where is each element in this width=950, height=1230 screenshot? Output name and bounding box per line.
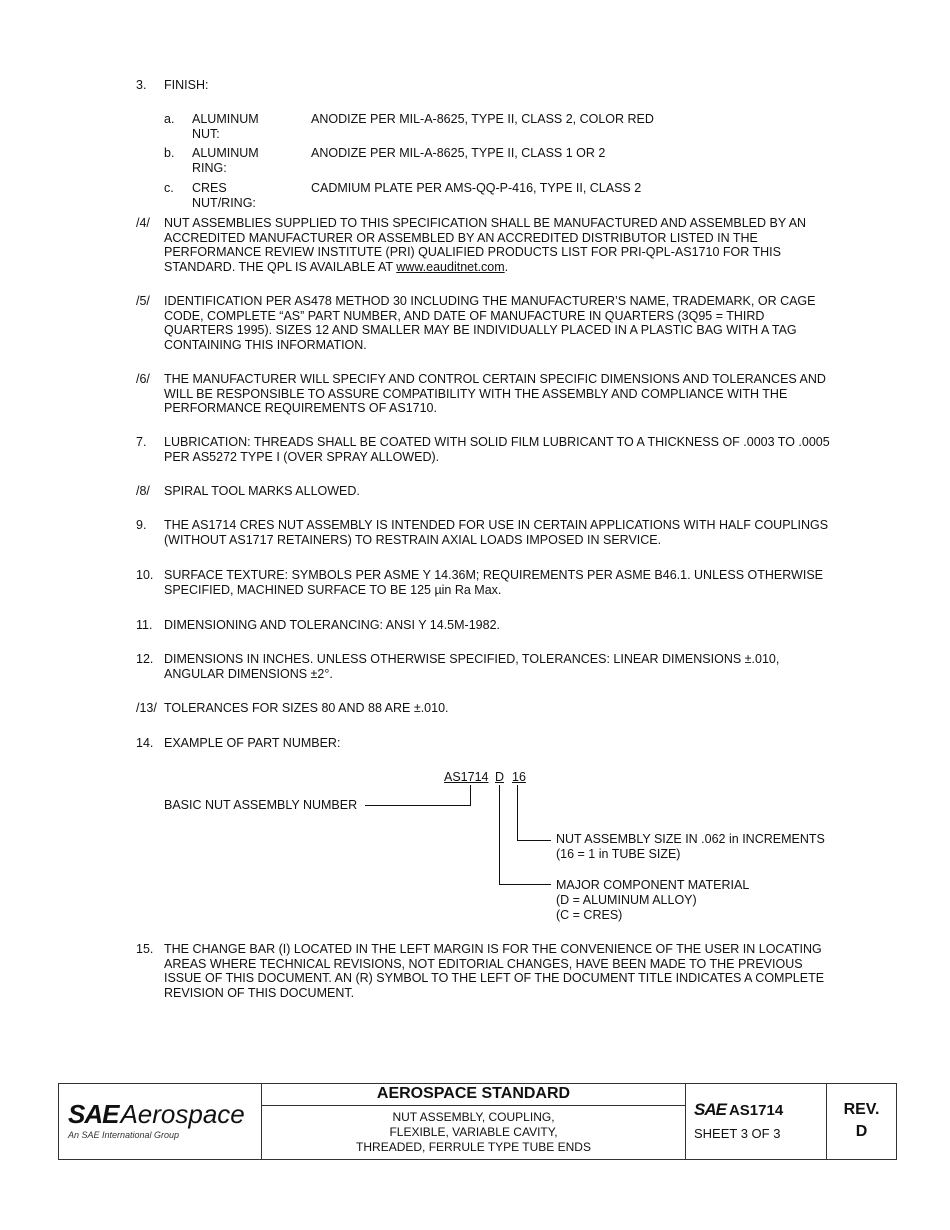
note-text: FINISH: [164,78,209,92]
title-heading-divider [261,1105,685,1106]
note-15 [136,942,836,1000]
note-text: DIMENSIONS IN INCHES. UNLESS OTHERWISE SPECIFIED, TOLERANCES: LINEAR DIMENSIONS ±.010, ANGULAR DIMENSIONS ±2°. [164,652,780,681]
note-5 [136,294,836,352]
logo-aerospace-text: Aerospace [120,1099,245,1129]
note-number: 15. [136,942,154,956]
note-text [164,216,836,274]
sae-aerospace-logo [68,1099,245,1130]
note-10 [136,568,836,597]
note-number: 7. [136,435,147,449]
item-value: ANODIZE PER MIL-A-8625, TYPE II, CLASS 2, COLOR RED [311,112,654,126]
note-text: IDENTIFICATION PER AS478 METHOD 30 INCLUDING THE MANUFACTURER’S NAME, TRADEMARK, OR CAGE CODE, COMPLETE “AS” PART NUMBER, AND DATE OF MANUFACTURE IN QUARTERS (3Q95 = THIRD QUARTERS 1995). SIZES 12 AND SMALLER MAY BE INDIVIDUALLY PLACED IN A PLASTIC BAG WITH A TAG CONTAINING THIS INFORMATION. [164,294,816,352]
item-letter: c. [164,181,174,195]
item-label: CRES NUT/RING: [192,181,256,210]
leader-line-material-h [499,884,551,885]
item-value: ANODIZE PER MIL-A-8625, TYPE II, CLASS 1 OR 2 [311,146,606,160]
item-letter: a. [164,112,175,126]
note-text: SPIRAL TOOL MARKS ALLOWED. [164,484,360,498]
leader-line-basic-v [470,785,471,806]
note-4 [136,216,836,274]
item-letter: b. [164,146,175,160]
sheet-number: SHEET 3 OF 3 [694,1126,781,1141]
material-label-1: MAJOR COMPONENT MATERIAL [556,878,750,892]
note-text: SURFACE TEXTURE: SYMBOLS PER ASME Y 14.36M; REQUIREMENTS PER ASME B46.1. UNLESS OTHERWISE SPECIFIED, MACHINED SURFACE TO BE 125 µin Ra Max. [164,568,823,597]
part-base-code: AS1714 [444,770,489,784]
note-text: LUBRICATION: THREADS SHALL BE COATED WITH SOLID FILM LUBRICANT TO A THICKNESS OF .0003 TO .0005 PER AS5272 TYPE I (OVER SPRAY ALLOWED). [164,435,830,464]
note-number: /6/ [136,372,150,386]
note-9 [136,518,836,547]
note-number: 11. [136,618,153,632]
leader-line-basic-h [365,805,471,806]
item-label: ALUMINUM NUT: [192,112,259,141]
item-label: ALUMINUM RING: [192,146,259,175]
qpl-link[interactable]: www.eauditnet.com [396,259,505,274]
note-text: THE CHANGE BAR (I) LOCATED IN THE LEFT MARGIN IS FOR THE CONVENIENCE OF THE USER IN LOCATING AREAS WHERE TECHNICAL REVISIONS, NOT EDITORIAL CHANGES, HAVE BEEN MADE TO THE PREVIOUS ISSUE OF THIS DOCUMENT. AN (R) SYMBOL TO THE LEFT OF THE DOCUMENT TITLE INDICATES A COMPLETE REVISION OF THIS DOCUMENT. [164,942,825,1000]
title-line-1: NUT ASSEMBLY, COUPLING, [392,1110,555,1124]
note-7 [136,435,836,464]
note-text: THE AS1714 CRES NUT ASSEMBLY IS INTENDED FOR USE IN CERTAIN APPLICATIONS WITH HALF COUPLINGS (WITHOUT AS1717 RETAINERS) TO RESTRAIN AXIAL LOADS IMPOSED IN SERVICE. [164,518,829,547]
note-number: 10. [136,568,154,582]
note-number: /8/ [136,484,150,498]
material-label-2: (D = ALUMINUM ALLOY) [556,893,697,907]
note-14 [136,736,836,751]
title-block-divider-3 [826,1083,827,1160]
part-size-code: 16 [512,770,526,784]
note-text: TOLERANCES FOR SIZES 80 AND 88 ARE ±.010. [164,701,449,715]
note-text: DIMENSIONING AND TOLERANCING: ANSI Y 14.5M-1982. [164,618,500,632]
note-number: /4/ [136,216,150,230]
note-text-tail: . [504,259,509,274]
doc-number-text: AS1714 [728,1102,784,1119]
note-13 [136,701,836,716]
note-text: THE MANUFACTURER WILL SPECIFY AND CONTROL CERTAIN SPECIFIC DIMENSIONS AND TOLERANCES AND WILL BE RESPONSIBLE TO ASSURE COMPATIBILITY WITH THE ASSEMBLY AND COMPLIANCE WITH THE PERFORMANCE REQUIREMENTS OF AS1710. [164,372,826,416]
part-material-code: D [495,770,505,784]
note-12 [136,652,836,681]
note-3 [136,78,836,93]
note-number: 12. [136,652,154,666]
note-8 [136,484,836,499]
doc-sae-mark: SAE [694,1100,726,1119]
document-number [694,1100,783,1120]
note-number: /5/ [136,294,150,308]
note-number: 9. [136,518,147,532]
note-11 [136,618,836,633]
note-number: 14. [136,736,154,750]
size-label-2: (16 = 1 in TUBE SIZE) [556,847,681,861]
basic-number-label: BASIC NUT ASSEMBLY NUMBER [164,798,358,812]
note-number: 3. [136,78,147,92]
note-text-main: NUT ASSEMBLIES SUPPLIED TO THIS SPECIFICATION SHALL BE MANUFACTURED AND ASSEMBLED BY AN ACCREDITED MANUFACTURER OR ASSEMBLED BY AN ACCREDITED DISTRIBUTOR LISTED IN THE PERFORMANCE REVIEW INSTITUTE (PRI) QUALIFIED PRODUCTS LIST FOR PRI-QPL-AS1710 FOR THIS STANDARD. THE QPL IS AVAILABLE AT [164,216,807,274]
material-label-3: (C = CRES) [556,908,623,922]
rev-value: D [855,1123,868,1140]
leader-line-size-h [517,840,551,841]
size-label-1: NUT ASSEMBLY SIZE IN .062 in INCREMENTS [556,832,825,846]
note-text: EXAMPLE OF PART NUMBER: [164,736,341,750]
logo-tagline: An SAE International Group [68,1130,180,1140]
logo-sae-mark: SAE [68,1099,119,1129]
title-block-divider-2 [685,1083,686,1160]
title-line-3: THREADED, FERRULE TYPE TUBE ENDS [356,1140,591,1154]
title-heading: AEROSPACE STANDARD [376,1085,571,1102]
leader-line-size-v [517,785,518,841]
leader-line-material-v [499,785,500,885]
title-line-2: FLEXIBLE, VARIABLE CAVITY, [389,1125,558,1139]
note-6 [136,372,836,416]
item-value: CADMIUM PLATE PER AMS-QQ-P-416, TYPE II, CLASS 2 [311,181,642,195]
rev-label: REV. [843,1101,880,1118]
note-number: /13/ [136,701,157,715]
